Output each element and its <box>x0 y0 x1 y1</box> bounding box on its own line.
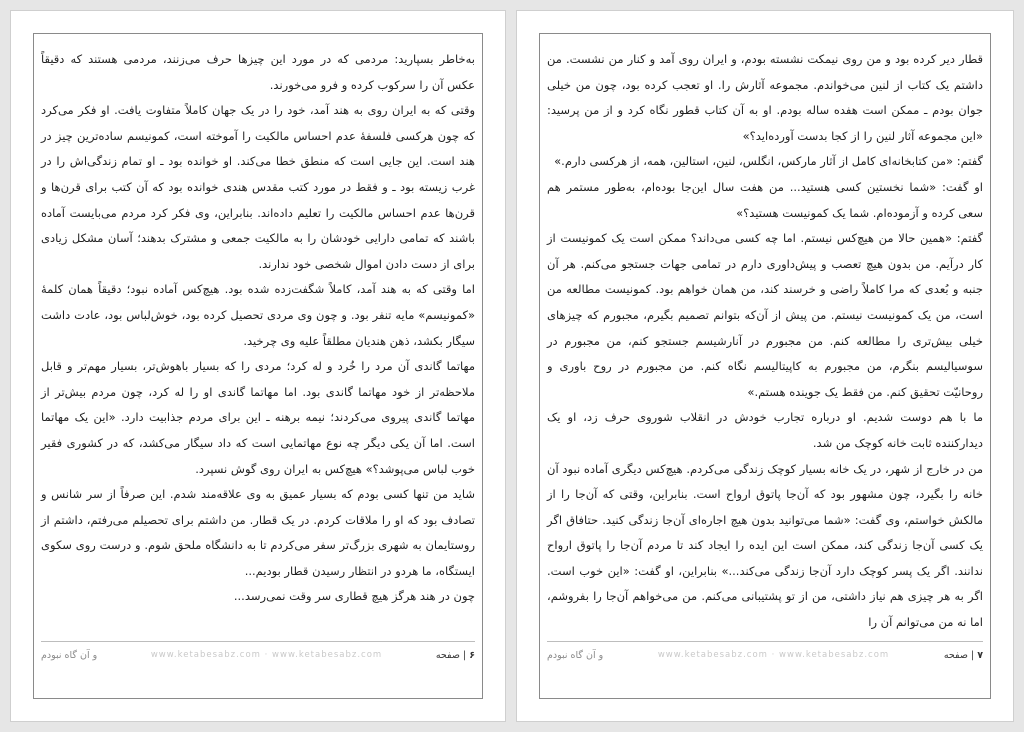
paragraph: من در خارج از شهر، در یک خانه بسیار کوچک زندگی می‌کردم. هیچ‌کس دیگری آماده نبود آن خانه را بگیرد، چون مشهور بود که آن‌جا پاتوق ارواح است. بنابراین، وقتی که آن‌جا را از مالکش خواستم، وی گفت: «شما می‌توانید بدون هیچ اجاره‌ای آن‌جا زندگی کنید. حتافاق اگر یک کسی آن‌جا زندگی کند، ممکن است این ایده را ایجاد کند تا مردم آن‌جا را پاتوق ارواح ندانند. اگر یک پسر کوچک دارد آن‌جا زندگی می‌کند...» بنابراین، او گفت: «این خوب است. اگر به هر چیزی هم نیاز داشتی، من از تو پشتیبانی می‌کنم. من می‌خواهم آن‌جا را بفروشم، اما نه من می‌توانم آن را <box>547 461 983 630</box>
website-watermark: www.ketabesabz.com · www.ketabesabz.com <box>657 650 890 660</box>
paragraph: به‌خاطر بسپارید: مردمی که در مورد این چیزها حرف می‌زنند، مردمی هستند که دقیقاً عکس آن را سرکوب کرده و فرو می‌خورند. <box>41 52 475 92</box>
paragraph: او گفت: «شما نخستین کسی هستید... من هفت سال این‌جا بوده‌ام، به‌طور مستمر هم سعی کرده و آزموده‌ام. شما یک کمونیست هستید؟» <box>547 179 983 220</box>
page-label: صفحه <box>943 649 968 661</box>
paragraph: اما وقتی که به هند آمد، کاملاً شگفت‌زده شده بود. هیچ‌کس آماده نبود؛ دقیقاً همان کلمهٔ «کمونیسم» مایه تنفر بود. و چون وی مردی تحصیل کرده بود، خوش‌لباس بود، عادت داشت سیگار بکشد، ذهن هندیان مطلقاً علیه وی چرخید. <box>41 282 475 348</box>
paragraph: ما با هم دوست شدیم. او درباره تجارب خودش در انقلاب شوروی حرف زد، او یک دیدارکننده ثابت خانه کوچک من شد. <box>547 410 983 450</box>
page-footer <box>41 647 475 663</box>
page-footer <box>547 647 983 663</box>
page-number: ۷ <box>977 649 983 661</box>
book-title: و آن گاه نبودم <box>547 649 604 661</box>
page-body <box>41 47 475 617</box>
website-watermark: www.ketabesabz.com · www.ketabesabz.com <box>150 650 383 660</box>
paragraph: گفتم: «من کتابخانه‌ای کامل از آثار مارکس، انگلس، لنین، استالین، همه، از هرکسی دارم.» <box>554 154 983 169</box>
paragraph: وقتی که به ایران روی به هند آمد، خود را در یک جهان کاملاً متفاوت یافت. او فکر می‌کرد که چون هرکسی فلسفهٔ عدم احساس مالکیت را آموخته است، کمونیسم ساده‌ترین چیز در هند است. این جایی است که منطق خطا می‌کند. او خوانده بود ـ او تمام زندگی‌اش را در غرب زیسته بود ـ و فقط در مورد کتب مقدس هندی خوانده بود که آن کتب برای قرن‌ها و قرن‌ها عدم احساس مالکیت را تعلیم داده‌اند. بنابراین، وی فکر کرد مردم می‌بایست آماده باشند که تمامی دارایی خودشان را به مالکیت جمعی و مشترک بدهند؛ آسان مشکل زیادی برای از دست دادن اموال شخصی خود ندارند. <box>41 103 475 271</box>
page-label: صفحه <box>435 649 460 661</box>
footer-divider <box>41 641 475 642</box>
document-page-left <box>10 10 506 722</box>
footer-divider <box>547 641 983 642</box>
book-title: و آن گاه نبودم <box>41 649 98 661</box>
paragraph: قطار دیر کرده بود و من روی نیمکت نشسته بودم، و ایران روی آمد و کنار من نشست. من داشتم یک کتاب از لنین می‌خواندم. مجموعه آثارش را. او تعجب کرده بود، چون من خیلی جوان بودم ـ ممکن است هفده ساله بودم. او به آن کتاب قطور نگاه کرد و از من پرسید: «این مجموعه آثار لنین را از کجا بدست آورده‌اید؟» <box>547 52 983 143</box>
page-number-group: ۷ | صفحه <box>943 649 983 661</box>
paragraph: گفتم: «همین حالا من هیچ‌کس نیستم. اما چه کسی می‌داند؟ ممکن است یک کمونیست از کار درآیم. من بدون هیچ تعصب و پیش‌داوری دارم در تمامی جهات جستجو می‌کنم. هر آن جنبه و بُعدی که مرا کاملاً راضی و خرسند کند، من همان خواهم بود. کمونیست مطالعه من است، من یک کمونیست نیستم. من پیش از آن‌که بتوانم تصمیم بگیرم، مجبورم که چیزهای خیلی بیش‌تری را مطالعه کنم. من مجبورم در آنارشیسم جستجو کنم، من مجبورم در سوسیالیسم بنگرم، من مجبورم به کاپیتالیسم نگاه کنم. من مجبورم در روح باوری و روحانیّت تحقیق کنم. من فقط یک جوینده هستم.» <box>547 231 983 399</box>
paragraph: شاید من تنها کسی بودم که بسیار عمیق به وی علاقه‌مند شدم. این صرفاً از سر شانس و تصادف بود که او را ملاقات کردم. در یک قطار. من داشتم برای تحصیلم می‌رفتم، داشتم از روستایمان به شهری بزرگ‌تر سفر می‌کردم تا به دانشگاه ملحق شوم. و درست روی سکوی ایستگاه، ما هردو در انتظار رسیدن قطار بودیم... <box>41 487 475 578</box>
page-number: ۶ <box>469 649 475 661</box>
paragraph: چون در هند هرگز هیچ قطاری سر وقت نمی‌رسد... <box>233 589 475 604</box>
paragraph: مهاتما گاندی آن مرد را خُرد و له کرد؛ مردی را که بسیار باهوش‌تر، بسیار مهم‌تر و قابل ملاحظه‌تر از خود مهاتما گاندی بود. اما مهاتما گاندی او را له کرد، چون مردم بیش‌تر از مهاتما گاندی پیروی می‌کردند؛ نیمه برهنه ـ این برای مردم جذابیت دارد. «این یک مهاتما است. اما آن یکی دیگر چه نوع مهاتمایی است که داد سیگار می‌کشد، که در کشوری فقیر خوب لباس می‌پوشد؟» هیچ‌کس به ایران روی گوش نسپرد. <box>41 359 475 476</box>
page-body <box>547 47 983 630</box>
page-number-group: ۶ | صفحه <box>435 649 475 661</box>
document-page-right <box>516 10 1014 722</box>
